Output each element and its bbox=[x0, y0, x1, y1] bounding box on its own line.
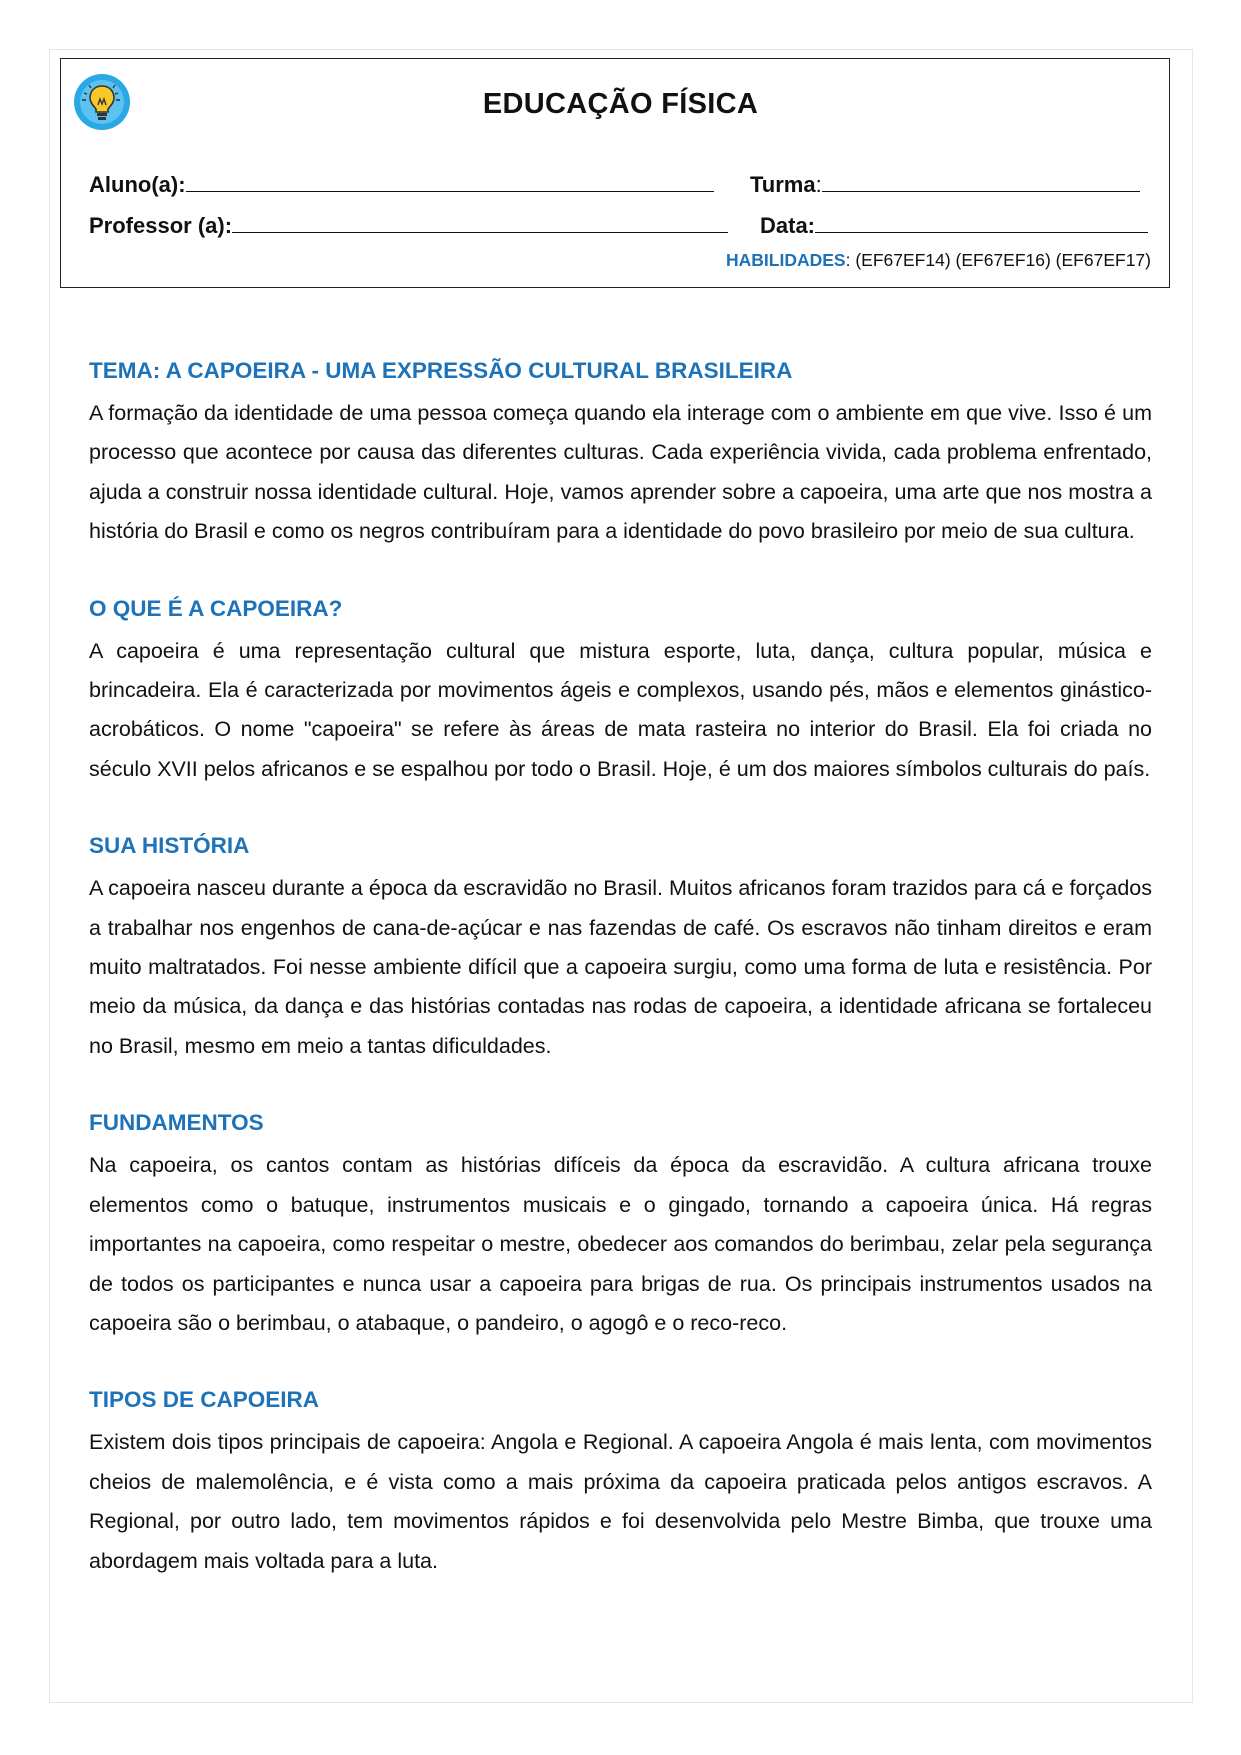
student-field bbox=[89, 169, 714, 198]
skills-label: HABILIDADES bbox=[726, 250, 846, 270]
section-text: Na capoeira, os cantos contam as histórias difíceis da época da escravidão. A cultura africana trouxe elementos como o batuque, instrumentos musicais e o gingado, tornando a capoeira única. Há regras importantes na capoeira, como respeitar o mestre, obedecer aos comandos do berimbau, zelar pela segurança de todos os participantes e nunca usar a capoeira para brigas de rua. Os principais instrumentos usados na capoeira são o berimbau, o atabaque, o pandeiro, o agogô e o reco-reco. bbox=[89, 1153, 1152, 1335]
section-history bbox=[89, 831, 1152, 1066]
section-heading: SUA HISTÓRIA bbox=[89, 833, 250, 859]
section-heading: TEMA: A CAPOEIRA - UMA EXPRESSÃO CULTURAL BRASILEIRA bbox=[89, 358, 793, 383]
class-label: Turma bbox=[750, 172, 816, 197]
class-field bbox=[750, 169, 1140, 198]
date-label: Data: bbox=[760, 213, 816, 238]
skills-line bbox=[726, 250, 1151, 271]
student-label: Aluno(a): bbox=[89, 172, 186, 197]
subject-title: EDUCAÇÃO FÍSICA bbox=[482, 88, 759, 120]
section-text: A capoeira nasceu durante a época da escravidão no Brasil. Muitos africanos foram trazidos para cá e forçados a trabalhar nos engenhos de cana-de-açúcar e nas fazendas de café. Os escravos não tinham direitos e eram muito maltratados. Foi nesse ambiente difícil que a capoeira surgiu, como uma forma de luta e resistência. Por meio da música, da dança e das histórias contadas nas rodas de capoeira, a identidade africana se fortaleceu no Brasil, mesmo em meio a tantas dificuldades. bbox=[89, 876, 1152, 1058]
section-what-is bbox=[89, 594, 1152, 790]
content bbox=[89, 356, 1152, 1623]
skills-colon: : bbox=[845, 250, 851, 270]
teacher-label: Professor (a): bbox=[89, 213, 233, 238]
section-heading: TIPOS DE CAPOEIRA bbox=[89, 1387, 320, 1413]
date-field bbox=[760, 210, 1148, 239]
class-input-line[interactable] bbox=[822, 169, 1140, 192]
section-types bbox=[89, 1385, 1152, 1581]
section-fundamentals bbox=[89, 1108, 1152, 1343]
section-theme bbox=[89, 356, 1152, 552]
section-text: A formação da identidade de uma pessoa começa quando ela interage com o ambiente em que vive. Isso é um processo que acontece por causa das diferentes culturas. Cada experiência vivida, cada problema enfrentado, ajuda a construir nossa identidade cultural. Hoje, vamos aprender sobre a capoeira, uma arte que nos mostra a história do Brasil e como os negros contribuíram para a identidade do povo brasileiro por meio de sua cultura. bbox=[89, 401, 1152, 544]
teacher-input-line[interactable] bbox=[232, 210, 728, 233]
student-input-line[interactable] bbox=[186, 169, 714, 192]
section-heading: O QUE É A CAPOEIRA? bbox=[89, 595, 343, 621]
section-text: Existem dois tipos principais de capoeira: Angola e Regional. A capoeira Angola é mais lenta, com movimentos cheios de malemolência, e é vista como a mais próxima da capoeira praticada pelos antigos escravos. A Regional, por outro lado, tem movimentos rápidos e foi desenvolvida pelo Mestre Bimba, que trouxe uma abordagem mais voltada para a luta. bbox=[89, 1430, 1152, 1573]
section-heading: FUNDAMENTOS bbox=[89, 1110, 264, 1136]
class-label-colon: : bbox=[815, 172, 822, 197]
teacher-field bbox=[89, 210, 728, 239]
skills-codes: (EF67EF14) (EF67EF16) (EF67EF17) bbox=[850, 250, 1151, 270]
date-input-line[interactable] bbox=[815, 210, 1148, 233]
section-text: A capoeira é uma representação cultural que mistura esporte, luta, dança, cultura popular, música e brincadeira. Ela é caracterizada por movimentos ágeis e complexos, usando pés, mãos e elementos ginástico-acrobáticos. O nome "capoeira" se refere às áreas de mata rasteira no interior do Brasil. Ela foi criada no século XVII pelos africanos e se espalhou por todo o Brasil. Hoje, é um dos maiores símbolos culturais do país. bbox=[89, 638, 1152, 781]
